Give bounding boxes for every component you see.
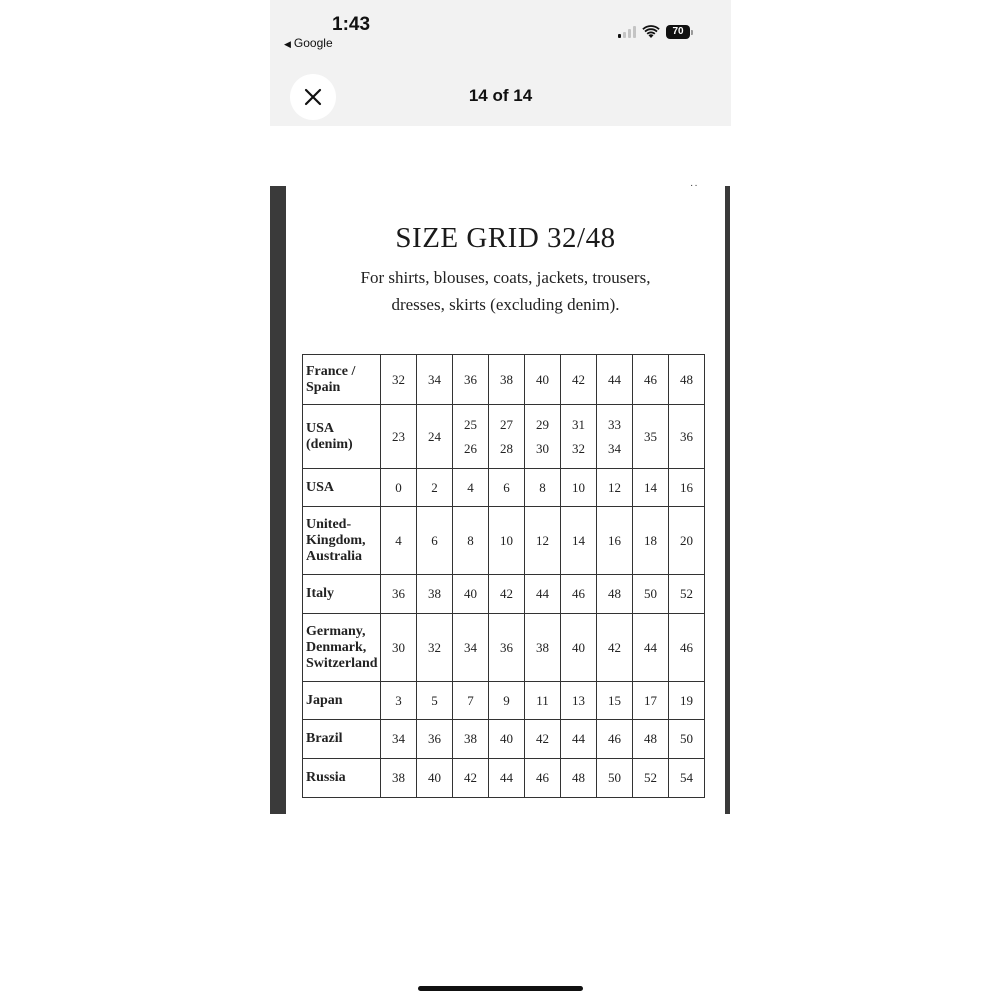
table-cell: 15 [597,682,633,720]
table-cell: 23 [381,405,417,469]
table-cell: 54 [669,759,705,798]
table-cell: 38 [453,720,489,759]
table-cell: 10 [489,507,525,575]
row-label-line: Japan [306,692,343,708]
table-cell: 50 [669,720,705,759]
table-cell: 11 [525,682,561,720]
table-cell: 38 [525,614,561,682]
row-label [303,507,381,575]
table-cell: 42 [489,575,525,614]
row-label-line: Switzerland [306,655,378,671]
row-label-line: Brazil [306,731,343,746]
table-cell: 29 30 [525,405,561,469]
table-cell: 31 32 [561,405,597,469]
battery-icon [666,25,693,39]
table-cell: 50 [633,575,669,614]
row-label-line: Spain [306,379,341,395]
row-label-line: Italy [306,586,334,601]
table-cell: 38 [489,355,525,405]
table-cell: 42 [597,614,633,682]
row-label-line: USA [306,479,335,495]
row-label-line: Germany, [306,623,366,639]
table-cell: 0 [381,469,417,507]
table-cell: 46 [525,759,561,798]
table-cell: 27 28 [489,405,525,469]
home-indicator[interactable] [418,986,583,991]
table-cell: 46 [669,614,705,682]
table-cell: 48 [633,720,669,759]
table-cell: 38 [381,759,417,798]
table-cell: 33 34 [597,405,633,469]
table-cell: 40 [525,355,561,405]
battery-level: 70 [666,25,690,39]
table-cell: 6 [489,469,525,507]
table-cell: 48 [597,575,633,614]
table-cell: 14 [633,469,669,507]
table-cell: 14 [561,507,597,575]
row-label [303,720,381,759]
row-label [303,575,381,614]
table-cell: 42 [525,720,561,759]
row-label-line: (denim) [306,436,353,452]
table-cell: 19 [669,682,705,720]
table-cell: 42 [453,759,489,798]
table-cell: 34 [381,720,417,759]
subtitle-line: For shirts, blouses, coats, jackets, trousers, [360,268,651,287]
table-cell: 4 [453,469,489,507]
table-cell: 36 [489,614,525,682]
table-cell: 48 [561,759,597,798]
table-cell: 40 [417,759,453,798]
table-cell: 7 [453,682,489,720]
table-cell: 30 [381,614,417,682]
phone-screen [270,0,731,1000]
table-cell: 44 [489,759,525,798]
image-counter: 14 of 14 [468,86,533,105]
table-cell: 44 [633,614,669,682]
image-edge-left [270,186,286,814]
table-cell: 20 [669,507,705,575]
table-cell: 24 [417,405,453,469]
size-grid-subtitle [300,264,711,318]
table-cell: 52 [669,575,705,614]
table-row [303,469,705,507]
table-cell: 17 [633,682,669,720]
table-cell: 16 [597,507,633,575]
size-table [302,354,705,798]
row-label-line: Australia [306,548,362,564]
row-label-line: United- [306,516,352,532]
table-row [303,759,705,798]
table-cell: 36 [417,720,453,759]
row-label [303,469,381,507]
table-cell: 35 [633,405,669,469]
table-cell: 36 [669,405,705,469]
table-cell: 8 [453,507,489,575]
back-arrow-icon: ◀ [284,39,291,49]
table-cell: 38 [417,575,453,614]
back-app-label: Google [293,36,333,50]
table-cell: 2 [417,469,453,507]
cellular-signal-icon [618,26,636,38]
table-row [303,355,705,405]
table-cell: 18 [633,507,669,575]
table-cell: 40 [489,720,525,759]
image-edge-right [725,186,730,814]
row-label [303,405,381,469]
table-cell: 52 [633,759,669,798]
row-label [303,355,381,405]
top-bar [270,0,731,126]
table-cell: 8 [525,469,561,507]
table-cell: 44 [561,720,597,759]
size-grid-image [270,180,731,814]
table-cell: 46 [633,355,669,405]
back-to-app-link[interactable] [284,36,333,50]
table-cell: 46 [561,575,597,614]
table-cell: 36 [381,575,417,614]
table-cell: 44 [525,575,561,614]
row-label-line: Russia [306,770,346,785]
table-row [303,575,705,614]
table-cell: 40 [453,575,489,614]
status-icons [618,25,693,39]
row-label-line: USA [306,420,335,436]
table-cell: 40 [561,614,597,682]
wifi-icon [642,25,660,39]
table-cell: 10 [561,469,597,507]
table-cell: 32 [381,355,417,405]
row-label [303,682,381,720]
table-cell: 6 [417,507,453,575]
status-time: 1:43 [332,14,371,35]
table-cell: 3 [381,682,417,720]
table-row [303,507,705,575]
table-cell: 36 [453,355,489,405]
table-cell: 34 [453,614,489,682]
table-cell: 13 [561,682,597,720]
table-cell: 16 [669,469,705,507]
table-cell: 12 [597,469,633,507]
table-cell: 4 [381,507,417,575]
table-cell: 25 26 [453,405,489,469]
row-label-line: Denmark, [306,639,367,655]
table-row [303,682,705,720]
table-row [303,405,705,469]
table-cell: 50 [597,759,633,798]
table-cell: 5 [417,682,453,720]
subtitle-line: dresses, skirts (excluding denim). [391,295,620,314]
table-cell: 9 [489,682,525,720]
table-cell: 46 [597,720,633,759]
table-cell: 34 [417,355,453,405]
table-cell: 32 [417,614,453,682]
row-label-line: France / [306,363,356,379]
row-label [303,759,381,798]
row-label [303,614,381,682]
table-row [303,614,705,682]
row-label-line: Kingdom, [306,532,366,548]
table-row [303,720,705,759]
table-cell: 12 [525,507,561,575]
table-cell: 42 [561,355,597,405]
corner-dots: ·· [690,180,699,191]
table-cell: 44 [597,355,633,405]
size-grid-title: SIZE GRID 32/48 [395,222,616,254]
table-cell: 48 [669,355,705,405]
